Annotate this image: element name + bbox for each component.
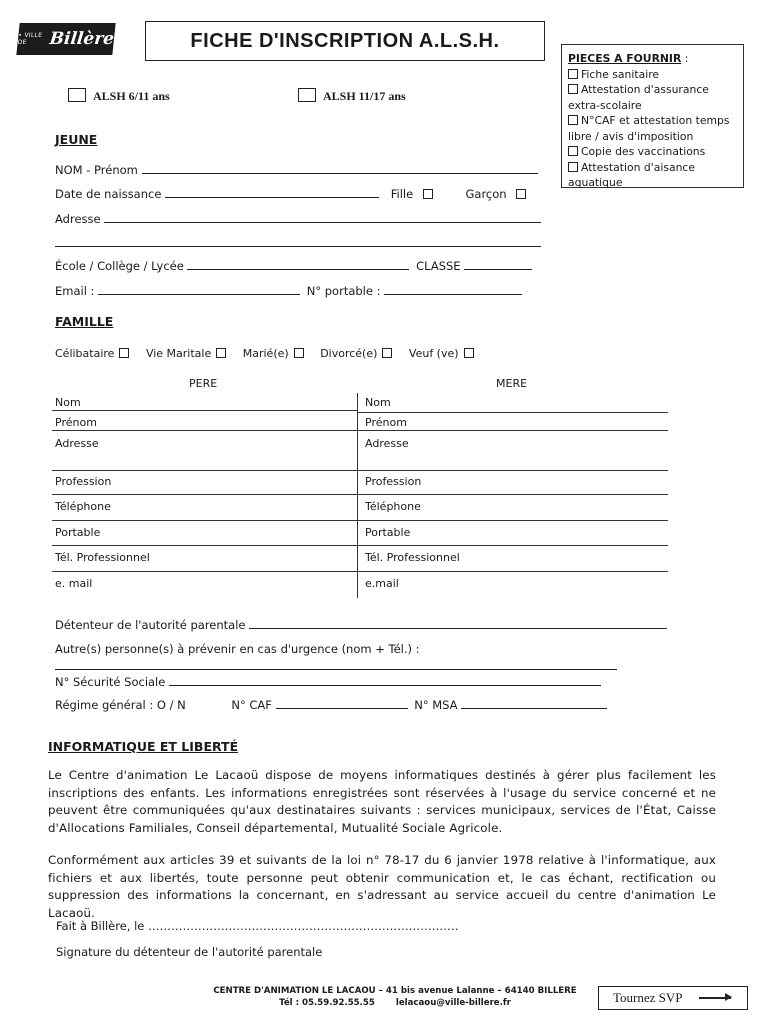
arrow-right-icon (699, 997, 731, 999)
pere-email[interactable]: e. mail (55, 577, 93, 590)
alsh-11-17-label: ALSH 11/17 ans (323, 89, 406, 103)
statut-checkbox[interactable] (464, 348, 474, 358)
statut-label: Veuf (ve) (408, 347, 459, 360)
informatique-paragraph-1: Le Centre d'animation Le Lacaoü dispose de moyens informatiques destinés à gérer plus facilement les inscriptions des enfants. Les informations enregistrées sont réservées à l'usage du service concerné et ne peuvent être communiquées qu'aux destinataires suivants : services municipaux, services de l'État, Caisse d'Allocations Familiales, Conseil départemental, Mutualité Sociale Agricole. (48, 768, 716, 835)
pieces-item (568, 160, 737, 191)
adresse-label: Adresse (55, 212, 101, 226)
pieces-colon: : (681, 52, 689, 65)
fille-label: Fille (390, 187, 414, 201)
checkbox-icon[interactable] (298, 88, 316, 102)
garcon-checkbox[interactable] (516, 189, 526, 199)
garcon-label: Garçon (465, 187, 507, 201)
pieces-item-label: Copie des vaccinations (581, 145, 706, 158)
checkbox-icon[interactable] (568, 69, 578, 79)
mere-header: MERE (496, 377, 528, 390)
regime-row (55, 698, 607, 712)
pere-adresse[interactable]: Adresse (55, 437, 99, 450)
nom-prenom-row (55, 163, 538, 177)
pieces-item-label: Attestation d'assurance extra-scolaire (568, 83, 709, 112)
statut-label: Marié(e) (242, 347, 289, 360)
date-naissance-row (55, 187, 529, 201)
alsh-6-11-option[interactable] (68, 88, 170, 104)
date-naissance-field[interactable] (165, 187, 379, 198)
checkbox-icon[interactable] (568, 146, 578, 156)
pieces-item-label: Fiche sanitaire (581, 67, 660, 81)
mere-telephone[interactable]: Téléphone (365, 500, 421, 513)
statut-checkbox[interactable] (119, 348, 129, 358)
statut-checkbox[interactable] (294, 348, 304, 358)
billere-logo (16, 23, 115, 55)
mere-prenom[interactable]: Prénom (365, 416, 407, 429)
fille-checkbox[interactable] (423, 189, 433, 199)
msa-label: N° MSA (414, 698, 458, 712)
pieces-item (568, 144, 737, 160)
mere-tel-pro[interactable]: Tél. Professionnel (365, 551, 460, 564)
nom-prenom-label: NOM - Prénom (55, 163, 138, 177)
statut-label: Célibataire (55, 347, 115, 360)
pere-header: PERE (189, 377, 218, 390)
secu-label: N° Sécurité Sociale (55, 675, 166, 689)
form-title: FICHE D'INSCRIPTION A.L.S.H. (145, 21, 545, 61)
classe-label: CLASSE (416, 259, 461, 273)
tournez-label: Tournez SVP (613, 990, 683, 1005)
urgence-field[interactable] (55, 659, 617, 670)
pieces-item (568, 67, 737, 83)
informatique-heading: INFORMATIQUE ET LIBERTÉ (48, 739, 239, 754)
email-field[interactable] (98, 284, 300, 295)
mere-nom[interactable]: Nom (365, 396, 391, 409)
pieces-item (568, 113, 737, 144)
caf-field[interactable] (276, 698, 408, 709)
statut-label: Divorcé(e) (320, 347, 378, 360)
pere-telephone[interactable]: Téléphone (55, 500, 111, 513)
logo-prefix: • VILLE DE (17, 32, 43, 46)
statut-checkbox[interactable] (382, 348, 392, 358)
statut-label: Vie Maritale (145, 347, 212, 360)
tournez-svp-box (598, 986, 748, 1010)
signature-label: Signature du détenteur de l'autorité parentale (56, 945, 323, 959)
mere-adresse[interactable]: Adresse (365, 437, 409, 450)
footer-email: lelacaou@ville-billere.fr (395, 998, 511, 1008)
footer-contact (190, 997, 600, 1009)
portable-label: N° portable : (306, 284, 381, 298)
pieces-heading: PIECES A FOURNIR (568, 52, 682, 65)
nom-prenom-field[interactable] (142, 163, 538, 174)
mere-profession[interactable]: Profession (365, 475, 422, 488)
adresse-field-line2[interactable] (55, 236, 541, 247)
mere-email[interactable]: e.mail (365, 577, 399, 590)
pieces-item (568, 82, 737, 113)
msa-field[interactable] (461, 698, 607, 709)
pieces-item-label: Attestation d'aisance aquatique (568, 160, 695, 189)
famille-heading: FAMILLE (55, 314, 114, 329)
ecole-row (55, 259, 532, 273)
pere-portable[interactable]: Portable (55, 526, 101, 539)
checkbox-icon[interactable] (568, 115, 578, 125)
classe-field[interactable] (464, 259, 532, 270)
statut-checkbox[interactable] (216, 348, 226, 358)
detenteur-row (55, 618, 667, 632)
regime-label: Régime général : O / N (55, 698, 186, 712)
pere-tel-pro[interactable]: Tél. Professionnel (55, 551, 150, 564)
jeune-heading: JEUNE (55, 132, 98, 147)
checkbox-icon[interactable] (68, 88, 86, 102)
adresse-field[interactable] (104, 212, 541, 223)
checkbox-icon[interactable] (568, 162, 578, 172)
footer-address: CENTRE D'ANIMATION LE LACAOU – 41 bis avenue Lalanne – 64140 BILLERE (213, 986, 577, 996)
caf-label: N° CAF (231, 698, 272, 712)
email-row (55, 284, 522, 298)
pere-profession[interactable]: Profession (55, 475, 112, 488)
checkbox-icon[interactable] (568, 84, 578, 94)
pieces-item-label: N°CAF et attestation temps libre / avis d'imposition (568, 114, 730, 143)
detenteur-field[interactable] (249, 618, 667, 629)
date-naissance-label: Date de naissance (55, 187, 162, 201)
logo-name: Billère (48, 29, 116, 49)
alsh-11-17-option[interactable] (298, 88, 406, 104)
ecole-field[interactable] (187, 259, 409, 270)
pere-prenom[interactable]: Prénom (55, 416, 97, 429)
alsh-6-11-label: ALSH 6/11 ans (93, 89, 170, 103)
secu-row (55, 675, 601, 689)
secu-field[interactable] (169, 675, 601, 686)
adresse-row (55, 212, 541, 226)
pieces-box (561, 44, 744, 188)
informatique-paragraph-2: Conformément aux articles 39 et suivants de la loi n° 78-17 du 6 janvier 1978 relative à l'informatique, aux fichiers et aux libertés, toute personne peut obtenir communication et, le cas échant, rectification ou suppression des informations la concernant, en s'adressant au service accueil du centre d'animation Le Lacaoü. (48, 853, 716, 920)
statut-row (55, 347, 477, 360)
portable-field[interactable] (384, 284, 522, 295)
footer-tel: Tél : 05.59.92.55.55 (279, 998, 375, 1008)
ecole-label: École / Collège / Lycée (55, 259, 184, 273)
pere-nom[interactable]: Nom (55, 396, 81, 409)
mere-portable[interactable]: Portable (365, 526, 411, 539)
email-label: Email : (55, 284, 95, 298)
urgence-label: Autre(s) personne(s) à prévenir en cas d'urgence (nom + Tél.) : (55, 642, 420, 656)
fait-a-label: Fait à Billère, le ……………………………………………………………………… (56, 919, 459, 933)
footer (190, 985, 600, 1009)
detenteur-label: Détenteur de l'autorité parentale (55, 618, 246, 632)
